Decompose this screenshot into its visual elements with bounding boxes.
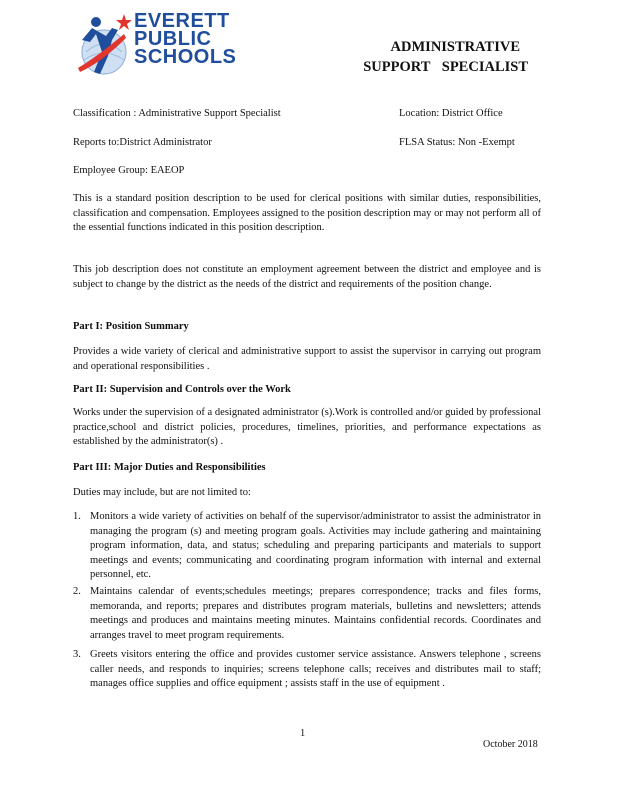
duty-item-number: 2. — [73, 586, 81, 597]
document-title-line2: SUPPORT SPECIALIST — [363, 59, 528, 75]
duty-item-text: Monitors a wide variety of activities on behalf of the supervisor/administrator to assist the administrator in managing the program (s) and meeting program goals. Activities may include gathering and maintaining program information, data, and status; scheduling and preparing participants and materials to support meetings and events; communicating and coordinating program information with internal and external personnel, etc. — [90, 511, 541, 580]
duty-item-1 — [73, 510, 541, 583]
duty-item-2 — [73, 585, 541, 643]
duty-item-text: Maintains calendar of events;schedules meetings; prepares correspondence; tracks and files forms, memoranda, and reports; prepares and distributes program materials, bulletins and newsletters; attends meetings and produces and maintains meeting minutes. Maintains confidential records. Coordinates and arranges travel to meet program requirements. — [90, 586, 541, 641]
duty-item-number: 3. — [73, 649, 81, 660]
part2-heading: Part II: Supervision and Controls over the Work — [73, 384, 291, 395]
intro-paragraph-2: This job description does not constitute an employment agreement between the district and employee and is subject to change by the district as the needs of the district and requirements of the position change. — [73, 264, 541, 290]
intro-paragraph-1: This is a standard position description to be used for clerical positions with similar duties, responsibilities, classification and compensation. Employees assigned to the position description may or may not perform all of the essential functions indicated in this position description. — [73, 193, 541, 233]
duty-item-text: Greets visitors entering the office and provides customer service assistance. Answers telephone , screens caller needs, and responds to inquiries; screens telephone calls; receives and distributes mail to staff; manages office supplies and office equipment ; assists staff in the use of equipment . — [90, 649, 541, 689]
location-field: Location: District Office — [399, 108, 503, 119]
district-logo — [72, 12, 242, 82]
revision-date: October 2018 — [483, 739, 538, 750]
document-title-line1: ADMINISTRATIVE — [390, 39, 520, 55]
duty-item-number: 1. — [73, 511, 81, 522]
employee-group-field: Employee Group: EAEOP — [73, 165, 185, 176]
flsa-status-field: FLSA Status: Non -Exempt — [399, 137, 515, 148]
part2-body: Works under the supervision of a designated administrator (s).Work is controlled and/or guided by professional practice,school and district policies, procedures, timelines, priorities, and performance expectations as established by the administrator(s) . — [73, 407, 541, 447]
part1-body: Provides a wide variety of clerical and administrative support to assist the supervisor in carrying out program and operational responsibilities . — [73, 346, 541, 372]
logo-figure-icon — [72, 12, 134, 82]
classification-field: Classification : Administrative Support Specialist — [73, 108, 281, 119]
part3-intro: Duties may include, but are not limited to: — [73, 487, 251, 498]
part3-heading: Part III: Major Duties and Responsibilities — [73, 462, 266, 473]
page-number: 1 — [300, 728, 306, 739]
logo-text-schools: SCHOOLS — [134, 46, 237, 68]
logo-text-everett: EVERETT — [134, 10, 230, 32]
part1-heading: Part I: Position Summary — [73, 321, 189, 332]
duty-item-3 — [73, 648, 541, 692]
reports-to-field: Reports to:District Administrator — [73, 137, 212, 148]
logo-text-public: PUBLIC — [134, 28, 212, 50]
